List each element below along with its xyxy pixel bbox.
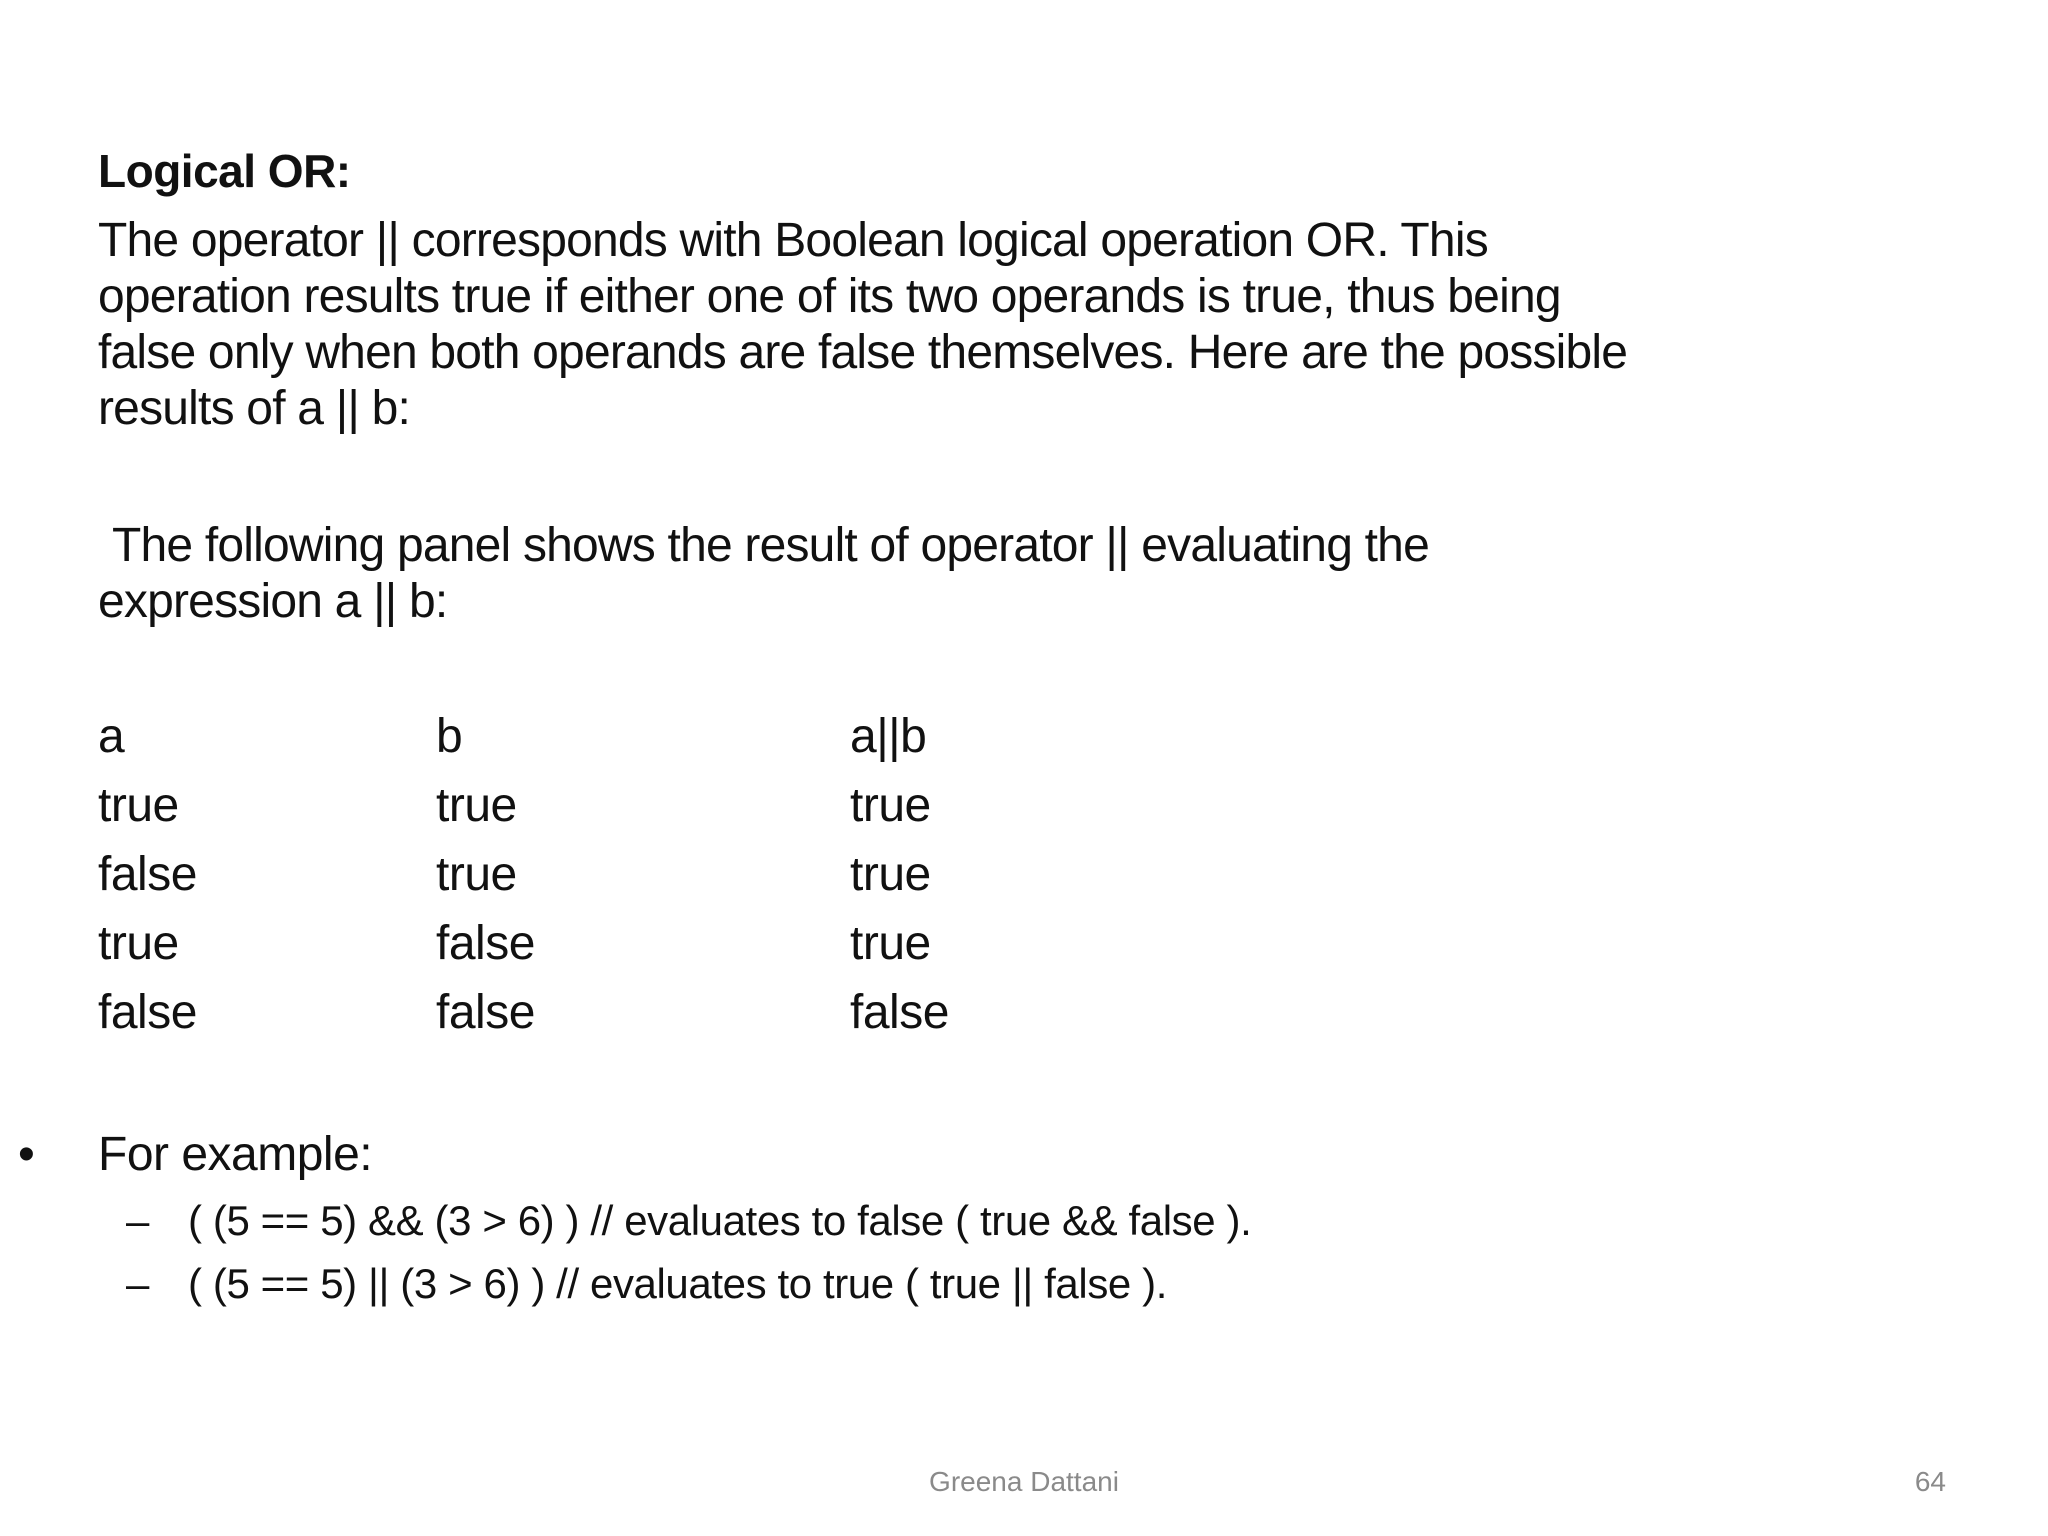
paragraph-line: The operator || corresponds with Boolean logical operation OR. This (98, 214, 1488, 267)
paragraph-line: The following panel shows the result of operator || evaluating the (112, 519, 1429, 572)
paragraph-line: results of a || b: (98, 382, 411, 435)
truth-table-cell-a: false (98, 986, 197, 1039)
paragraph-panel-intro (98, 518, 1858, 630)
sub-bullet-text: ( (5 == 5) && (3 > 6) ) // evaluates to false ( true && false ). (188, 1197, 1252, 1244)
bullet-text: For example: (98, 1128, 373, 1181)
truth-table-cell-a: false (98, 848, 197, 901)
paragraph-line: expression a || b: (98, 575, 448, 628)
truth-table-cell-b: true (436, 848, 517, 901)
truth-table-cell-b: false (436, 986, 535, 1039)
truth-table-header-row (98, 702, 1098, 771)
truth-table (98, 702, 1098, 1047)
truth-table-header-a: a (98, 710, 125, 763)
truth-table-cell-result: true (850, 779, 931, 832)
truth-table-cell-b: false (436, 917, 535, 970)
slide-heading: Logical OR: (98, 145, 351, 197)
dash-icon: – (126, 1197, 150, 1244)
truth-table-cell-result: false (850, 986, 949, 1039)
paragraph-line: false only when both operands are false themselves. Here are the possible (98, 326, 1628, 379)
truth-table-cell-result: true (850, 917, 931, 970)
truth-table-row (98, 771, 1098, 840)
paragraph-line: operation results true if either one of its two operands is true, thus being (98, 270, 1561, 323)
truth-table-cell-b: true (436, 779, 517, 832)
truth-table-cell-result: true (850, 848, 931, 901)
sub-bullet-item (0, 1190, 2048, 1252)
truth-table-header-result: a||b (850, 710, 927, 763)
sub-bullet-text: ( (5 == 5) || (3 > 6) ) // evaluates to true ( true || false ). (188, 1260, 1168, 1307)
dash-icon: – (126, 1260, 150, 1307)
sub-bullet-item (0, 1253, 2048, 1315)
paragraph-or-description (98, 213, 1858, 437)
bullet-icon: • (18, 1128, 35, 1181)
truth-table-header-b: b (436, 710, 463, 763)
truth-table-row (98, 909, 1098, 978)
truth-table-cell-a: true (98, 917, 179, 970)
truth-table-row (98, 978, 1098, 1047)
truth-table-row (98, 840, 1098, 909)
truth-table-cell-a: true (98, 779, 179, 832)
footer-author: Greena Dattani (929, 1466, 1119, 1497)
footer-page-number: 64 (1914, 1466, 1946, 1497)
